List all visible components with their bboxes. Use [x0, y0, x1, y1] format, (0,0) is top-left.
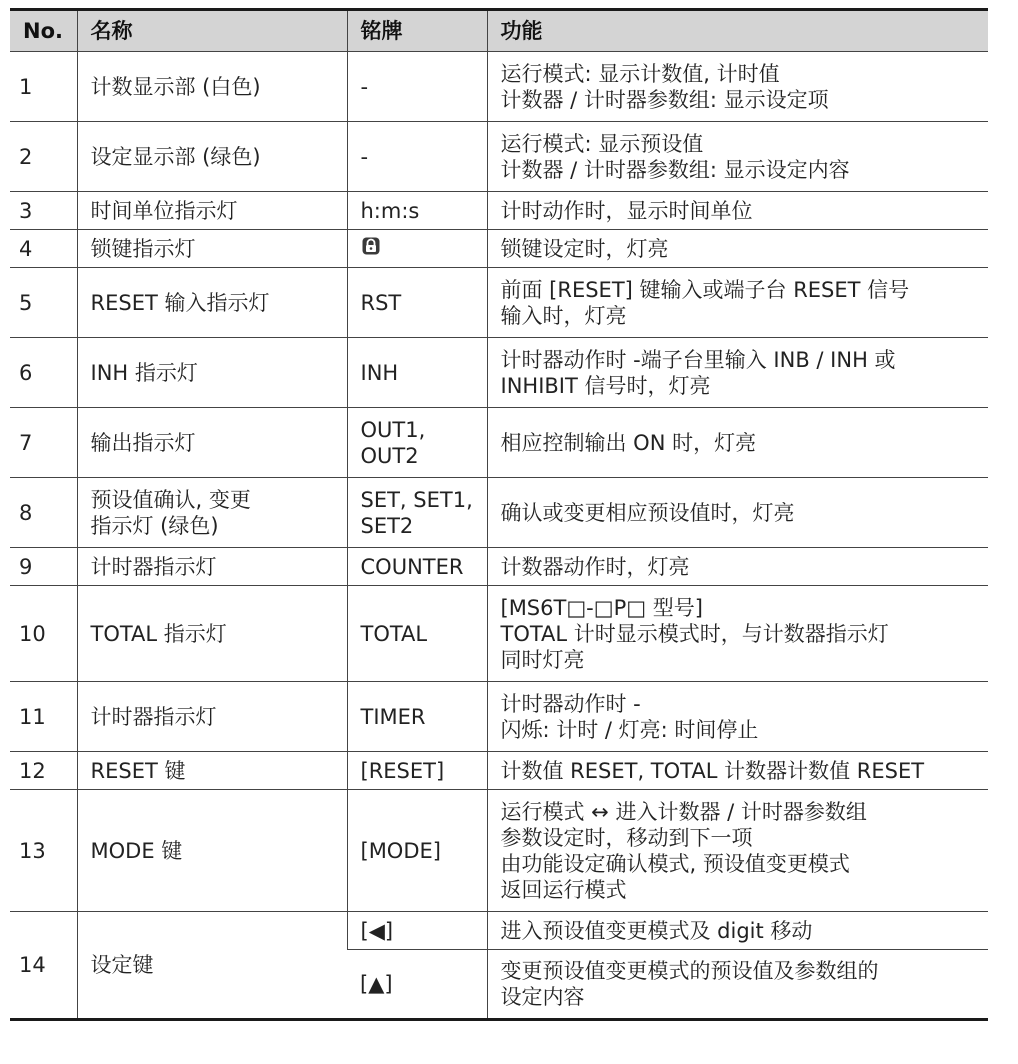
row-name-line: 锁键指示灯 — [90, 236, 196, 261]
row-function-line: 锁键设定时，灯亮 — [500, 236, 669, 261]
row-function — [487, 338, 988, 408]
row-plate — [347, 52, 487, 122]
table-row — [10, 192, 988, 230]
row-function-line: 计数器 / 计时器参数组: 显示设定项 — [500, 87, 829, 112]
row-function-line: 计数器 / 计时器参数组: 显示设定内容 — [500, 157, 850, 182]
table-row — [10, 408, 988, 478]
row-name-line: RESET 键 — [90, 758, 186, 783]
row-function-line: 由功能设定确认模式, 预设值变更模式 — [500, 851, 850, 876]
row-plate-line: h:m:s — [360, 198, 420, 223]
row-name-line: 指示灯 (绿色) — [90, 513, 219, 538]
row-function — [487, 408, 988, 478]
row-plate — [347, 192, 487, 230]
table-row — [10, 338, 988, 408]
row-name-line: INH 指示灯 — [90, 360, 198, 385]
row-plate-line: - — [360, 74, 369, 99]
row-plate — [347, 912, 487, 950]
table-row — [10, 790, 988, 912]
row-function-line: 参数设定时，移动到下一项 — [500, 825, 753, 850]
row-number: 8 — [10, 478, 77, 548]
row-plate-line: RST — [360, 290, 402, 315]
row-plate-line: TIMER — [360, 704, 426, 729]
table-row — [10, 230, 988, 268]
table-row — [10, 752, 988, 790]
table-row — [10, 682, 988, 752]
row-function — [487, 478, 988, 548]
row-name — [77, 478, 347, 548]
table-row — [10, 122, 988, 192]
row-function-line: 运行模式: 显示预设值 — [500, 131, 704, 156]
row-function — [487, 912, 988, 950]
row-name-line: TOTAL 指示灯 — [90, 621, 227, 646]
header-row — [10, 10, 988, 52]
row-function — [487, 268, 988, 338]
row-number: 9 — [10, 548, 77, 586]
row-function — [487, 548, 988, 586]
row-number: 1 — [10, 52, 77, 122]
row-function-line: 输入时，灯亮 — [500, 303, 627, 328]
row-function-line: 计数器动作时，灯亮 — [500, 554, 690, 579]
row-function-line: 返回运行模式 — [500, 877, 627, 902]
row-function — [487, 52, 988, 122]
row-plate-line: [MODE] — [360, 838, 441, 863]
row-number: 7 — [10, 408, 77, 478]
row-function-line: 进入预设值变更模式及 digit 移动 — [500, 918, 813, 943]
row-plate-line: SET2 — [360, 513, 414, 538]
row-function-line: 变更预设值变更模式的预设值及参数组的 — [500, 959, 879, 983]
row-function-line: 运行模式 ↔ 进入计数器 / 计时器参数组 — [500, 799, 867, 824]
row-plate — [347, 586, 487, 682]
header-plate: 铭牌 — [347, 10, 487, 52]
table-row — [10, 478, 988, 548]
row-function-line: 相应控制输出 ON 时，灯亮 — [500, 430, 757, 455]
row-number: 14 — [10, 912, 77, 1020]
row-number: 3 — [10, 192, 77, 230]
row-plate — [347, 268, 487, 338]
row-function-line: 计数值 RESET, TOTAL 计数器计数值 RESET — [500, 758, 925, 783]
row-name-line: 计时器指示灯 — [90, 704, 217, 729]
row-plate-line: TOTAL — [360, 621, 428, 646]
row-name — [77, 230, 347, 268]
row-plate — [347, 682, 487, 752]
row-name — [77, 752, 347, 790]
row-function-line: INHIBIT 信号时，灯亮 — [500, 373, 711, 398]
row-name — [77, 682, 347, 752]
row-name-line: 预设值确认, 变更 — [90, 487, 251, 512]
row-function — [487, 122, 988, 192]
row-function — [487, 586, 988, 682]
row-name-line: 计数显示部 (白色) — [90, 74, 261, 99]
row-function — [487, 230, 988, 268]
row-name — [77, 790, 347, 912]
row-function — [487, 950, 988, 1020]
row-plate-line: [RESET] — [360, 758, 445, 783]
row-number: 2 — [10, 122, 77, 192]
row-plate — [347, 230, 487, 268]
row-name — [77, 338, 347, 408]
row-name-line: RESET 输入指示灯 — [90, 290, 270, 315]
row-name — [77, 192, 347, 230]
row-plate — [347, 122, 487, 192]
row-name-line: MODE 键 — [90, 838, 183, 863]
row-name-line: 设定显示部 (绿色) — [90, 144, 261, 169]
row-plate — [347, 790, 487, 912]
row-name — [77, 548, 347, 586]
row-name-line: 输出指示灯 — [90, 430, 196, 455]
row-plate — [347, 752, 487, 790]
header-no: No. — [10, 10, 77, 52]
row-number: 6 — [10, 338, 77, 408]
row-plate-line: OUT2 — [360, 443, 419, 468]
row-name — [77, 408, 347, 478]
row-number: 5 — [10, 268, 77, 338]
row-function-line: 运行模式: 显示计数值, 计时值 — [500, 61, 780, 86]
row-function-line: 设定内容 — [500, 985, 585, 1009]
row-name — [77, 586, 347, 682]
row-name — [77, 912, 347, 1020]
row-function — [487, 682, 988, 752]
row-function-line: [MS6T□-□P□ 型号] — [500, 595, 703, 620]
table-row — [10, 548, 988, 586]
row-number: 10 — [10, 586, 77, 682]
row-name-line: 设定键 — [90, 953, 154, 977]
row-function-line: 闪烁: 计时 / 灯亮: 时间停止 — [500, 717, 759, 742]
row-plate — [347, 408, 487, 478]
row-function-line: 计时器动作时 - — [500, 691, 641, 716]
header-function: 功能 — [487, 10, 988, 52]
row-number: 11 — [10, 682, 77, 752]
row-plate-line: COUNTER — [360, 554, 464, 579]
row-name — [77, 52, 347, 122]
table-row — [10, 912, 988, 950]
table-row — [10, 52, 988, 122]
row-plate-line: INH — [360, 360, 399, 385]
row-number: 13 — [10, 790, 77, 912]
row-name-line: 时间单位指示灯 — [90, 198, 238, 223]
row-plate — [347, 548, 487, 586]
row-function-line: 计时动作时，显示时间单位 — [500, 198, 753, 223]
row-plate-line: OUT1, — [360, 417, 426, 442]
row-name-line: 计时器指示灯 — [90, 554, 217, 579]
row-plate — [347, 950, 487, 1020]
row-plate-line: SET, SET1, — [360, 487, 473, 512]
lock-icon — [361, 236, 381, 262]
table-row — [10, 586, 988, 682]
row-name — [77, 122, 347, 192]
row-function-line: 同时灯亮 — [500, 647, 585, 672]
row-plate-line: [◀] — [360, 918, 394, 943]
row-function-line: 确认或变更相应预设值时，灯亮 — [500, 500, 795, 525]
row-function — [487, 790, 988, 912]
row-function-line: 计时器动作时 -端子台里输入 INB / INH 或 — [500, 347, 896, 372]
row-number: 4 — [10, 230, 77, 268]
row-function-line: 前面 [RESET] 键输入或端子台 RESET 信号 — [500, 277, 910, 302]
header-name: 名称 — [77, 10, 347, 52]
row-function — [487, 192, 988, 230]
row-function — [487, 752, 988, 790]
row-name — [77, 268, 347, 338]
row-plate — [347, 478, 487, 548]
row-plate — [347, 338, 487, 408]
spec-table — [10, 8, 988, 1021]
row-function-line: TOTAL 计时显示模式时，与计数器指示灯 — [500, 621, 889, 646]
table-body — [10, 52, 988, 1020]
row-number: 12 — [10, 752, 77, 790]
row-plate-line: - — [360, 144, 369, 169]
table-row — [10, 268, 988, 338]
row-plate-line: [▲] — [360, 972, 393, 996]
